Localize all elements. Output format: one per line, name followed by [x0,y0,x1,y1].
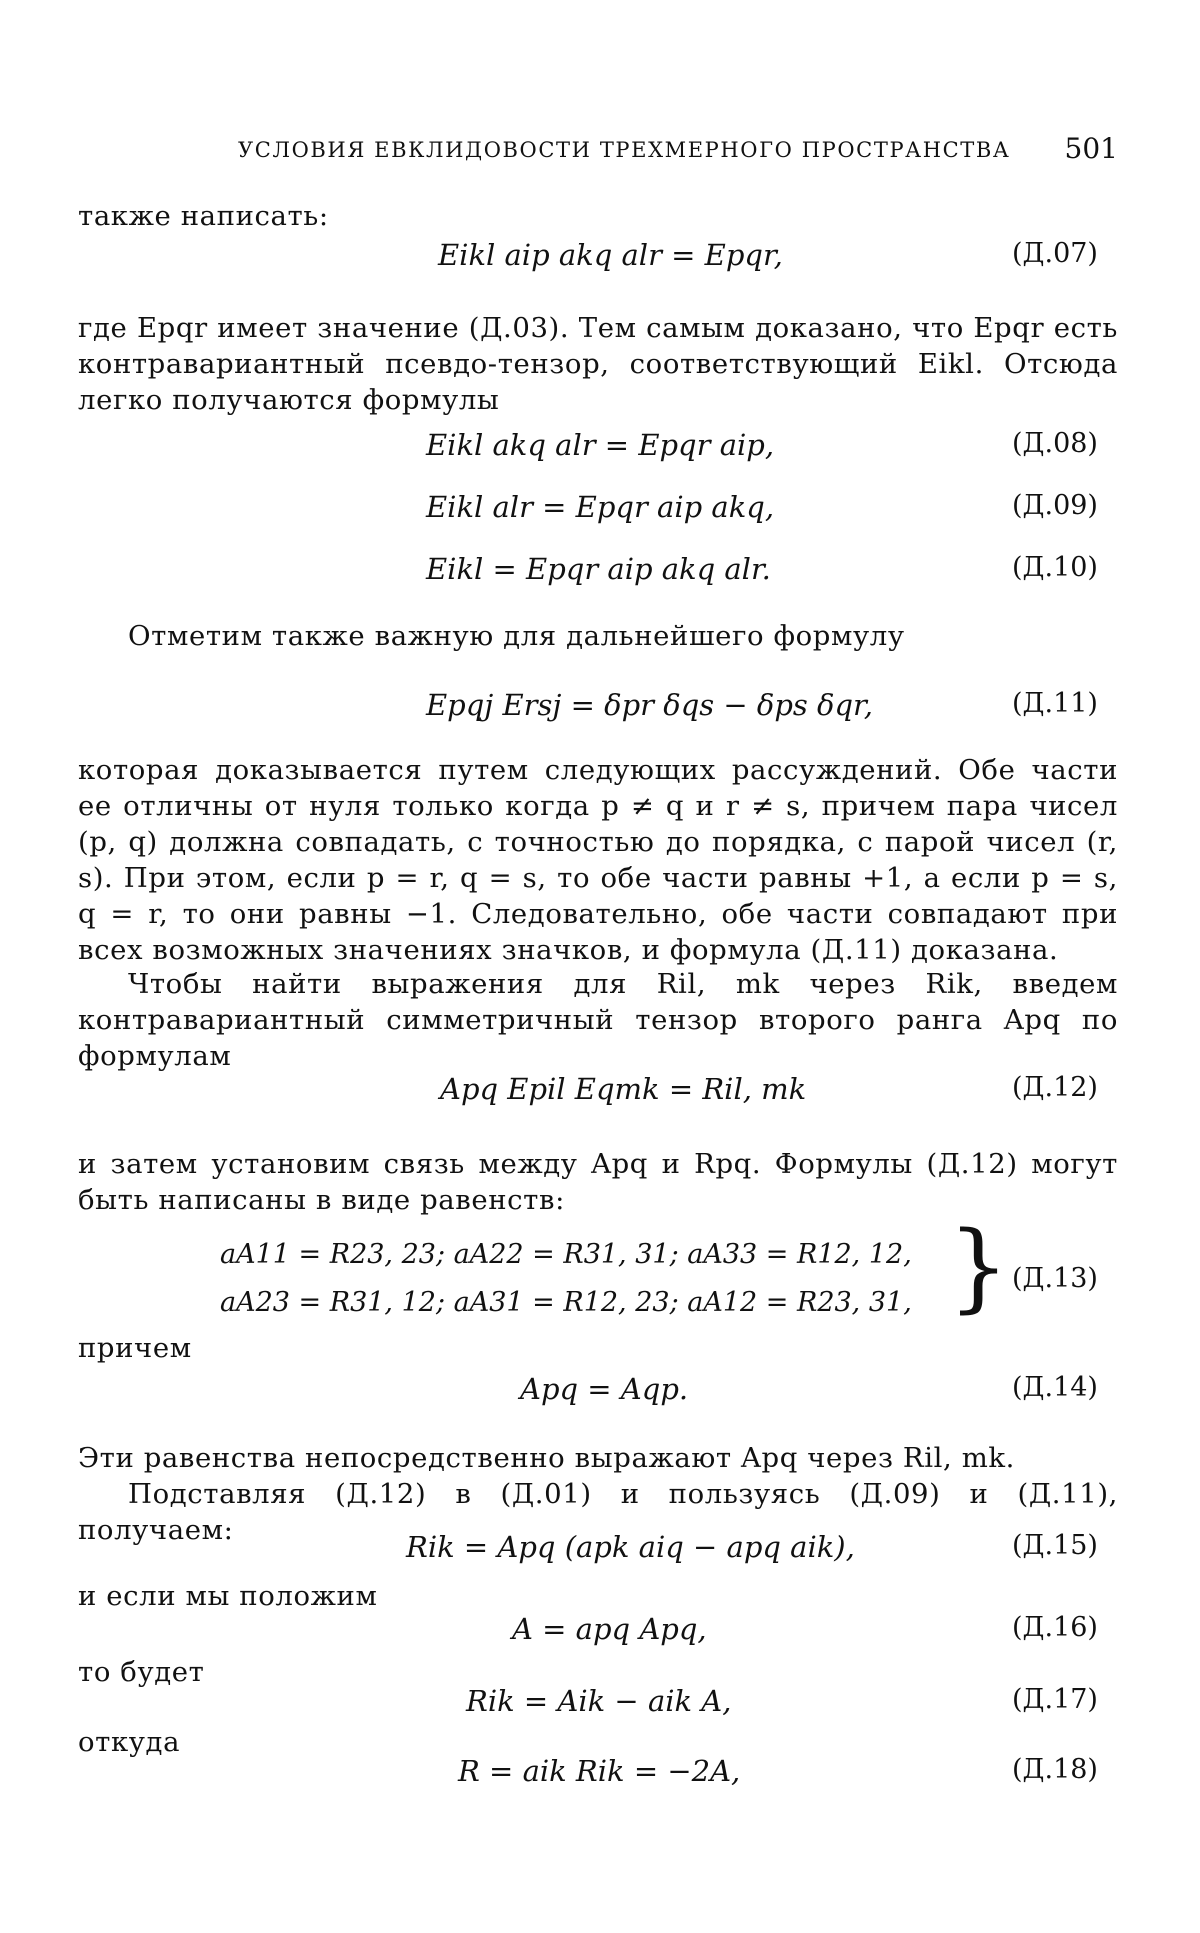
formula-d14: Apq = Aqp. [520,1372,689,1406]
formula-d10: Eikl = Epqr aip akq alr. [426,552,771,586]
paragraph-relation: и затем установим связь между Apq и Rpq. Формулы (Д.12) могут быть написаны в виде равенств: [78,1148,1118,1216]
text-if-we-set: и если мы положим [78,1580,378,1612]
equation-number-d08: (Д.08) [1012,428,1098,459]
system-row-1: aA11 = R23, 23; aA22 = R31, 31; aA33 = R12, 12, [220,1239,912,1270]
formula-d15: Rik = Apq (apk aiq − apq aik), [406,1530,855,1564]
equation-number-d07: (Д.07) [1012,238,1098,269]
formula-d12: Apq Epil Eqmk = Ril, mk [440,1072,807,1106]
equation-number-d14: (Д.14) [1012,1372,1098,1403]
formula-d16: A = apq Apq, [512,1612,707,1646]
formula-d18: R = aik Rik = −2A, [458,1754,741,1788]
equation-d07 [0,238,1200,280]
text-whence: откуда [78,1726,181,1758]
equation-d18 [0,1754,1200,1796]
page-number: 501 [1064,132,1118,165]
text-lead-in: также написать: [78,200,329,232]
formula-d11: Epqj Ersj = δpr δqs − δps δqr, [426,688,873,722]
equation-d17 [0,1684,1200,1726]
formula-d17: Rik = Aik − aik A, [466,1684,732,1718]
equation-number-d10: (Д.10) [1012,552,1098,583]
equation-number-d16: (Д.16) [1012,1612,1098,1643]
formula-d07: Eikl aip akq alr = Epqr, [438,238,783,272]
equation-d08 [0,428,1200,470]
equation-d11 [0,688,1200,730]
text-prichem: причем [78,1332,192,1364]
equation-system-d13 [220,1211,1120,1335]
equation-d10 [0,552,1200,594]
paragraph-important-formula: Отметим также важную для дальнейшего формулу [128,620,905,652]
equation-number-d11: (Д.11) [1012,688,1098,719]
equation-d16 [0,1612,1200,1654]
equation-d14 [0,1372,1200,1414]
paragraph-pseudo-tensor: где Epqr имеет значение (Д.03). Тем самым доказано, что Epqr есть контравариантный псевдо-тензор, соответствующий Eikl. Отсюда легко получаются формулы [78,312,1118,416]
paragraph-substitution: Подставляя (Д.12) в (Д.01) и пользуясь (Д.09) и (Д.11), получаем: [78,1478,1118,1546]
paragraph-tensor-a: Чтобы найти выражения для Ril, mk через Rik, введем контравариантный симметричный тензор второго ранга Apq по формулам [78,968,1118,1072]
equation-number-d17: (Д.17) [1012,1684,1098,1715]
equation-number-d09: (Д.09) [1012,490,1098,521]
equation-number-d12: (Д.12) [1012,1072,1098,1103]
text-then: то будет [78,1656,205,1688]
equation-number-d13: (Д.13) [1012,1263,1098,1294]
equation-d09 [0,490,1200,532]
page-header [238,132,1118,172]
formula-d09: Eikl alr = Epqr aip akq, [426,490,775,524]
equation-number-d18: (Д.18) [1012,1754,1098,1785]
paragraph-proof: которая доказывается путем следующих рассуждений. Обе части ее отличны от нуля только когда p ≠ q и r ≠ s, причем пара чисел (p, q) должна совпадать, с точностью до порядка, с парой чисел (r, s). При этом, если p = r, q = s, то обе части равны +1, а если p = s, q = r, то они равны −1. Следовательно, обе части совпадают при всех возможных значениях значков, и формула (Д.11) доказана. [78,754,1118,966]
equation-d12 [0,1072,1200,1114]
running-title: УСЛОВИЯ ЕВКЛИДОВОСТИ ТРЕХМЕРНОГО ПРОСТРАНСТВА [238,138,1011,162]
equation-d15 [0,1530,1200,1572]
equation-number-d15: (Д.15) [1012,1530,1098,1561]
paragraph-expression: Эти равенства непосредственно выражают Apq через Ril, mk. [78,1442,1015,1474]
system-row-2: aA23 = R31, 12; aA31 = R12, 23; aA12 = R23, 31, [220,1287,912,1318]
formula-d08: Eikl akq alr = Epqr aip, [426,428,775,462]
right-brace: } [948,1211,1010,1323]
